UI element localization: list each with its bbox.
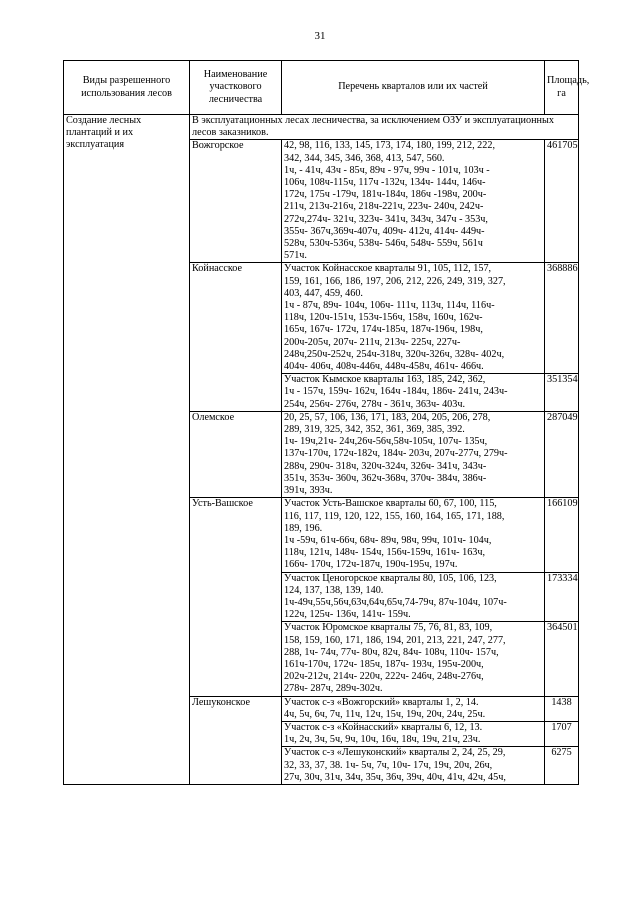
quarters-line: 289, 319, 325, 342, 352, 361, 369, 385, 392. (284, 424, 465, 436)
quarters-line: 404ч- 406ч, 408ч-446ч, 448ч-458ч, 461ч- 466ч. (284, 361, 484, 373)
quarters-line: 137ч-170ч, 172ч-182ч, 184ч- 203ч, 207ч-277ч, 279ч- (284, 448, 508, 460)
forestry-name-cell: Лешуконское (190, 696, 282, 784)
quarters-line: 403, 447, 459, 460. (284, 287, 363, 299)
header-area: Площадь, га (545, 61, 579, 115)
quarters-line: 254ч, 256ч- 276ч, 278ч - 361ч, 363ч- 403ч. (284, 398, 466, 410)
area-cell: 166109 (545, 498, 579, 572)
quarters-table (63, 60, 590, 785)
forestry-name-cell: Койнасское (190, 263, 282, 411)
intro-row (64, 115, 579, 140)
header-quarters: Перечень кварталов или их частей (282, 61, 545, 115)
intro-cell: В эксплуатационных лесах лесничества, за исключением ОЗУ и эксплуатационных лесов заказников. (190, 115, 579, 140)
quarters-line: Участок с-з «Вожгорский» кварталы 1, 2, 14. (284, 696, 479, 708)
area-cell: 173334 (545, 572, 579, 622)
area-cell: 351354 (545, 374, 579, 412)
quarters-line: 342, 344, 345, 346, 368, 413, 547, 560. (284, 152, 445, 164)
quarters-line: 1ч -59ч, 61ч-66ч, 68ч- 89ч, 98ч, 99ч, 101ч- 104ч, (284, 534, 492, 546)
quarters-line: 166ч- 170ч, 172ч-187ч, 190ч-195ч, 197ч. (284, 559, 458, 571)
quarters-line: Участок Усть-Вашское кварталы 60, 67, 100, 115, (284, 498, 497, 510)
quarters-line: 116, 117, 119, 120, 122, 155, 160, 164, 165, 171, 188, (284, 510, 505, 522)
quarters-cell (282, 411, 545, 497)
quarters-line: 571ч. (284, 250, 307, 262)
quarters-line: 248ч,250ч-252ч, 254ч-318ч, 320ч-326ч, 328ч- 402ч, (284, 348, 505, 360)
quarters-line: 288, 1ч- 74ч, 77ч- 80ч, 82ч, 84ч- 108ч, 110ч- 157ч, (284, 646, 499, 658)
quarters-line: 124, 137, 138, 139, 140. (284, 584, 384, 596)
quarters-line: 211ч, 213ч-216ч, 218ч-221ч, 223ч- 240ч, 242ч- (284, 201, 484, 213)
quarters-line: Участок Койнасское кварталы 91, 105, 112, 157, (284, 263, 492, 275)
quarters-cell (282, 572, 545, 622)
forestry-name-cell: Вожгорское (190, 140, 282, 263)
quarters-line: 1ч - 87ч, 89ч- 104ч, 106ч- 111ч, 113ч, 114ч, 116ч- (284, 300, 495, 312)
quarters-line: 4ч, 5ч, 6ч, 7ч, 11ч, 12ч, 15ч, 19ч, 20ч, 24ч, 25ч. (284, 708, 486, 720)
quarters-line: 118ч, 120ч-151ч, 153ч-156ч, 158ч, 160ч, 162ч- (284, 312, 483, 324)
quarters-line: 351ч, 353ч- 360ч, 362ч-368ч, 370ч- 384ч, 386ч- (284, 472, 487, 484)
quarters-line: 288ч, 290ч- 318ч, 320ч-324ч, 326ч- 341ч, 343ч- (284, 460, 487, 472)
quarters-line: 27ч, 30ч, 31ч, 34ч, 35ч, 36ч, 39ч, 40ч, 41ч, 42ч, 45ч, (284, 771, 506, 783)
quarters-line: 106ч, 108ч-115ч, 117ч -132ч, 134ч- 144ч, 146ч- (284, 177, 486, 189)
quarters-line: 165ч, 167ч- 172ч, 174ч-185ч, 187ч-196ч, 198ч, (284, 324, 483, 336)
quarters-line: 32, 33, 37, 38. 1ч- 5ч, 7ч, 10ч- 17ч, 19ч, 20ч, 26ч, (284, 759, 493, 771)
header-forestry: Наименование участкового лесничества (190, 61, 282, 115)
quarters-line: 42, 98, 116, 133, 145, 173, 174, 180, 199, 212, 222, (284, 140, 496, 152)
quarters-line: 391ч, 393ч. (284, 485, 333, 497)
forestry-name-cell: Усть-Вашское (190, 498, 282, 696)
quarters-line: 1ч, 2ч, 3ч, 5ч, 9ч, 10ч, 16ч, 18ч, 19ч, 21ч, 23ч. (284, 734, 481, 746)
header-usage-type: Виды разрешенного использования лесов (64, 61, 190, 115)
quarters-line: 159, 161, 166, 186, 197, 206, 212, 226, 249, 319, 327, (284, 275, 506, 287)
area-cell: 287049 (545, 411, 579, 497)
quarters-cell (282, 622, 545, 696)
quarters-line: 278ч- 287ч, 289ч-302ч. (284, 683, 383, 695)
quarters-line: 189, 196. (284, 522, 323, 534)
page-number: 31 (314, 30, 326, 42)
quarters-cell (282, 747, 545, 785)
area-cell: 368886 (545, 263, 579, 374)
header-row (64, 61, 579, 115)
quarters-line: 122ч, 125ч- 136ч, 141ч- 159ч. (284, 609, 411, 621)
quarters-cell (282, 263, 545, 374)
quarters-cell (282, 696, 545, 721)
quarters-cell (282, 140, 545, 263)
quarters-line: 1ч-49ч,55ч,56ч,63ч,64ч,65ч,74-79ч, 87ч-104ч, 107ч- (284, 596, 507, 608)
quarters-line: 272ч,274ч- 321ч, 323ч- 341ч, 343ч, 347ч - 353ч, (284, 213, 488, 225)
quarters-line: 200ч-205ч, 207ч- 211ч, 213ч- 225ч, 227ч- (284, 336, 461, 348)
quarters-line: 172ч, 175ч -179ч, 181ч-184ч, 186ч -198ч, 200ч- (284, 189, 487, 201)
quarters-line: Участок Ценогорское кварталы 80, 105, 106, 123, (284, 572, 497, 584)
quarters-line: 528ч, 530ч-536ч, 538ч- 546ч, 548ч- 559ч, 561ч (284, 238, 483, 250)
quarters-cell (282, 498, 545, 572)
quarters-line: 202ч-212ч, 214ч- 220ч, 222ч- 246ч, 248ч-276ч, (284, 671, 484, 683)
table-body (64, 115, 579, 785)
quarters-line: 158, 159, 160, 171, 186, 194, 201, 213, 221, 247, 277, (284, 634, 506, 646)
area-cell: 1438 (545, 696, 579, 721)
quarters-cell (282, 721, 545, 746)
quarters-line: 1ч, - 41ч, 43ч - 85ч, 89ч - 97ч, 99ч - 101ч, 103ч - (284, 164, 490, 176)
quarters-line: 118ч, 121ч, 148ч- 154ч, 156ч-159ч, 161ч- 163ч, (284, 547, 486, 559)
quarters-line: 1ч- 19ч,21ч- 24ч,26ч-56ч,58ч-105ч, 107ч- 135ч, (284, 436, 488, 448)
quarters-line: 355ч- 367ч,369ч-407ч, 409ч- 412ч, 414ч- 449ч- (284, 225, 485, 237)
area-cell: 6275 (545, 747, 579, 785)
quarters-line: 161ч-170ч, 172ч- 185ч, 187ч- 193ч, 195ч-200ч, (284, 658, 484, 670)
quarters-line: 20, 25, 57, 106, 136, 171, 183, 204, 205, 206, 278, (284, 411, 491, 423)
quarters-line: Участок Юромское кварталы 75, 76, 81, 83, 109, (284, 622, 493, 634)
forestry-name-cell: Олемское (190, 411, 282, 497)
area-cell: 461705 (545, 140, 579, 263)
area-cell: 1707 (545, 721, 579, 746)
quarters-line: Участок с-з «Койнасский» кварталы 6, 12, 13. (284, 721, 483, 733)
area-cell: 364501 (545, 622, 579, 696)
quarters-cell (282, 374, 545, 412)
quarters-line: 1ч - 157ч, 159ч- 162ч, 164ч -184ч, 186ч- 241ч, 243ч- (284, 386, 508, 398)
usage-type-cell: Создание лесных плантаций и их эксплуатация (64, 115, 190, 785)
quarters-line: Участок с-з «Лешуконский» кварталы 2, 24, 25, 29, (284, 747, 506, 759)
quarters-line: Участок Кымское кварталы 163, 185, 242, 362, (284, 374, 486, 386)
